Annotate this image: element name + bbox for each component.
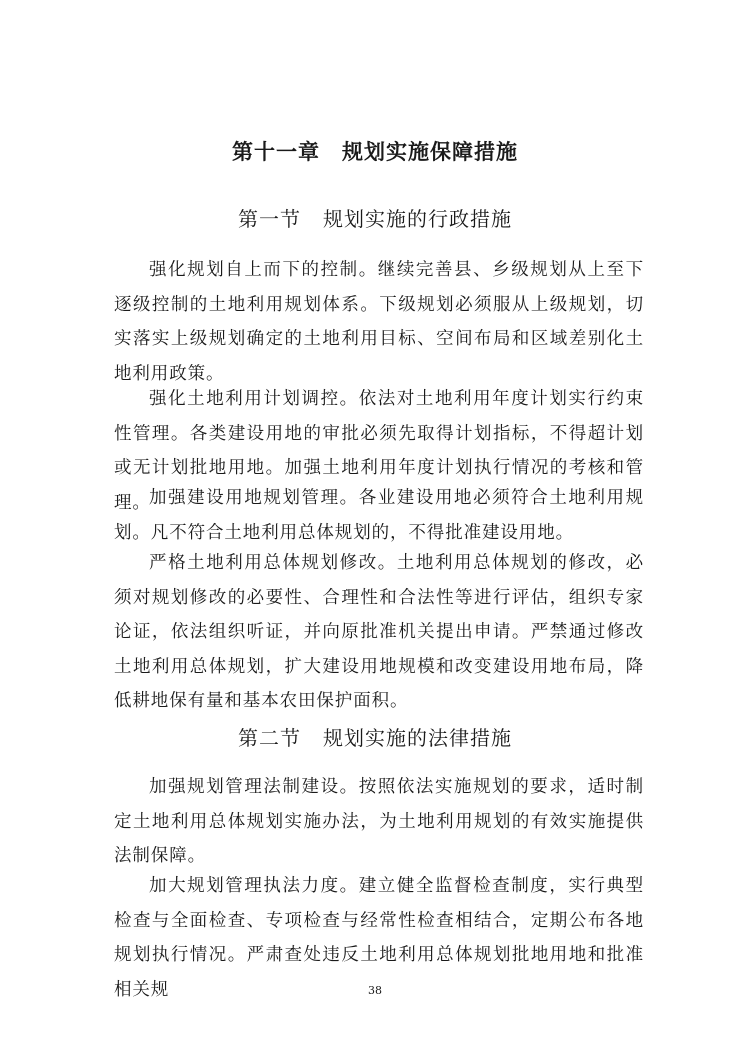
chapter-title: 第十一章 规划实施保障措施 bbox=[232, 140, 518, 164]
page-number: 38 bbox=[368, 984, 382, 997]
section-title-text: 规划实施的行政措施 bbox=[323, 207, 512, 231]
paragraph: 加强规划管理法制建设。按照依法实施规划的要求，适时制定土地利用总体规划实施办法，为土地利用规划的有效实施提供法制保障。 bbox=[114, 777, 644, 866]
section-title-text: 规划实施的法律措施 bbox=[323, 726, 512, 750]
paragraph: 严格土地利用总体规划修改。土地利用总体规划的修改，必须对规划修改的必要性、合理性和合法性等进行评估，组织专家论证，依法组织听证，并向原批准机关提出申请。严禁通过修改土地利用总体规划，扩大建设用地规模和改变建设用地布局，降低耕地保有量和基本农田保护面积。 bbox=[114, 553, 644, 711]
paragraph: 强化规划自上而下的控制。继续完善县、乡级规划从上至下逐级控制的土地利用规划体系。下级规划必须服从上级规划，切实落实上级规划确定的土地利用目标、空间布局和区域差别化土地利用政策。 bbox=[114, 260, 644, 384]
section-heading-2 bbox=[0, 722, 750, 751]
paragraph: 强化土地利用计划调控。依法对土地利用年度计划实行约束性管理。各类建设用地的审批必须先取得计划指标，不得超计划或无计划批地用地。加强土地利用年度计划执行情况的考核和管理。 bbox=[114, 389, 644, 513]
section-number: 第一节 bbox=[238, 207, 301, 231]
paragraph: 加强建设用地规划管理。各业建设用地必须符合土地利用规划。凡不符合土地利用总体规划的，不得批准建设用地。 bbox=[114, 488, 644, 543]
paragraph: 加大规划管理执法力度。建立健全监督检查制度，实行典型检查与全面检查、专项检查与经常性检查相结合，定期公布各地规划执行情况。严肃查处违反土地利用总体规划批地用地和批准相关规 bbox=[114, 876, 644, 1000]
section-number: 第二节 bbox=[238, 726, 301, 750]
section-heading-1 bbox=[0, 203, 750, 232]
